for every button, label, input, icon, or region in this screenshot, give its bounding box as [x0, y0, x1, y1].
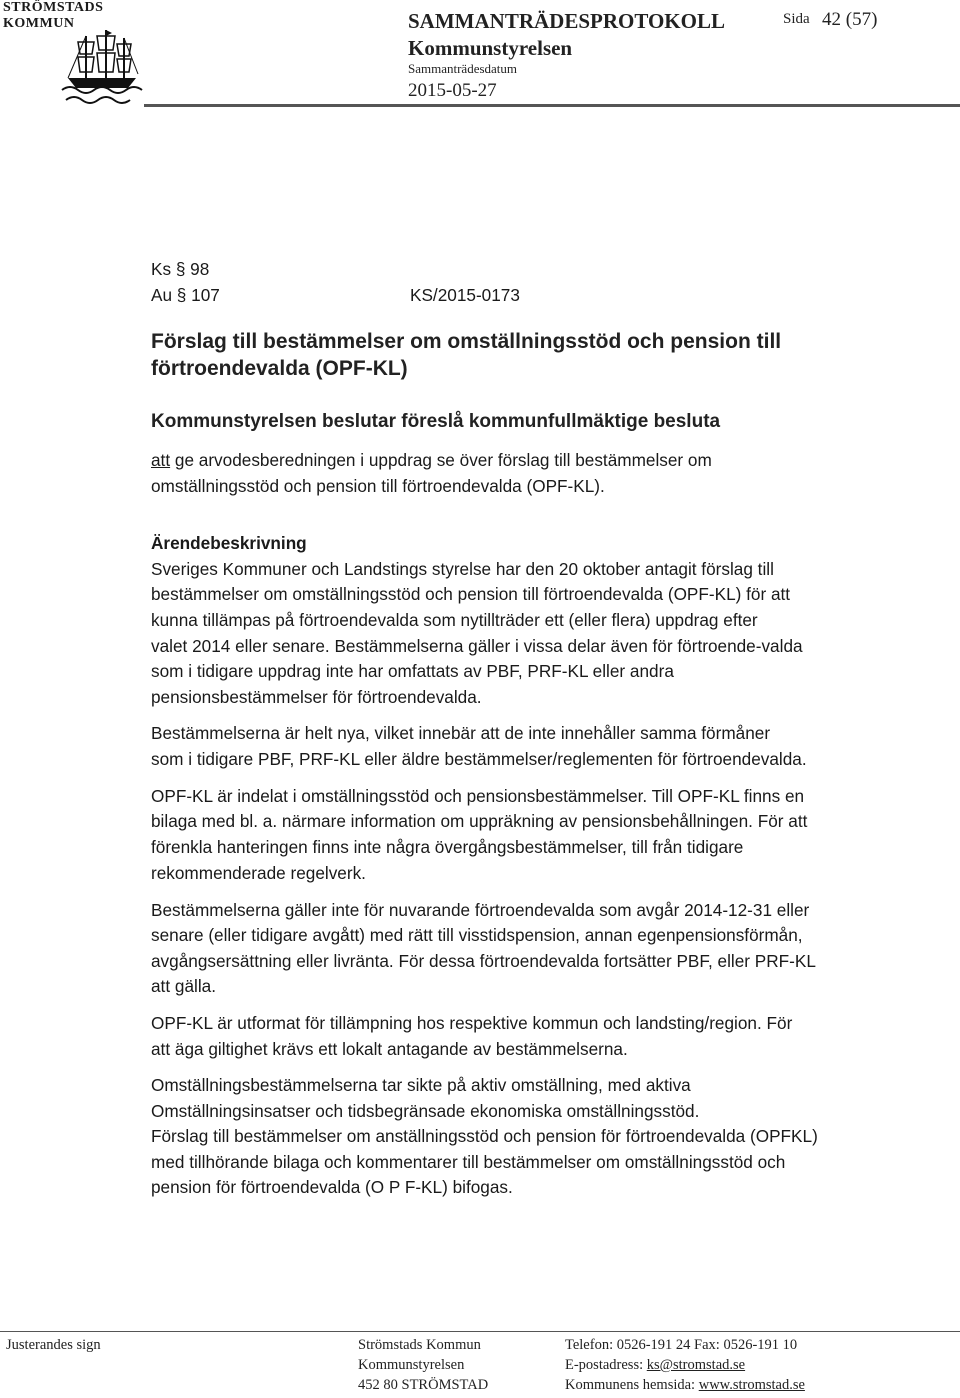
- paragraph-line: förenkla hanteringen finns inte några övergångsbestämmelser, till från tidigare: [151, 837, 744, 857]
- ks-paragraph-ref: Ks § 98: [151, 259, 210, 279]
- paragraph-line: senare (eller tidigare avgått) med rätt till visstidspension, annan egenpensionsförmån,: [151, 925, 803, 945]
- meeting-date: 2015-05-27: [408, 80, 497, 101]
- page-number: 42 (57): [822, 9, 878, 30]
- municipality-logo: [0, 0, 160, 110]
- diary-number: KS/2015-0173: [410, 285, 520, 305]
- decision-line: omställningsstöd och pension till förtroendevalda (OPF-KL).: [151, 476, 605, 496]
- paragraph-line: OPF-KL är utformat för tillämpning hos respektive kommun och landsting/region. För: [151, 1013, 793, 1033]
- email-link[interactable]: ks@stromstad.se: [646, 1357, 746, 1373]
- footer-dept: Kommunstyrelsen: [358, 1357, 465, 1373]
- website-label: Kommunens hemsida:: [565, 1377, 699, 1393]
- decision-text: ge arvodesberedningen i uppdrag se över förslag till bestämmelser om: [170, 450, 712, 470]
- footer-divider: [0, 1331, 960, 1332]
- footer-email-line: [565, 1357, 745, 1374]
- description-heading: Ärendebeskrivning: [151, 533, 307, 553]
- paragraph-line: kunna tillämpas på förtroendevalda som nytillträder ett (eller flera) uppdrag efter: [151, 610, 758, 630]
- footer-phone-fax: Telefon: 0526-191 24 Fax: 0526-191 10: [565, 1337, 798, 1353]
- page-label: Sida: [783, 11, 810, 27]
- decision-line: [151, 447, 712, 473]
- email-label: E-postadress:: [565, 1357, 647, 1373]
- paragraph-line: pensionsbestämmelser för förtroendevalda.: [151, 687, 482, 707]
- paragraph-line: Omställningsbestämmelserna tar sikte på aktiv omställning, med aktiva: [151, 1075, 691, 1095]
- paragraph-line: Bestämmelserna gäller inte för nuvarande förtroendevalda som avgår 2014-12-31 eller: [151, 900, 810, 920]
- paragraph-line: som i tidigare uppdrag inte har omfattats av PBF, PRF-KL eller andra: [151, 661, 674, 681]
- case-title-line: förtroendevalda (OPF-KL): [151, 357, 408, 380]
- paragraph-line: att äga giltighet krävs ett lokalt antagande av bestämmelserna.: [151, 1039, 628, 1059]
- paragraph-line: Bestämmelserna är helt nya, vilket innebär att de inte innehåller samma förmåner: [151, 723, 771, 743]
- paragraph-line: bilaga med bl. a. närmare information om uppräkning av pensionsbehållningen. För att: [151, 811, 808, 831]
- header-divider: [144, 104, 960, 107]
- meeting-date-label: Sammanträdesdatum: [408, 61, 518, 76]
- board-name: Kommunstyrelsen: [408, 36, 573, 60]
- footer-org: Strömstads Kommun: [358, 1337, 481, 1353]
- ship-coat-of-arms-icon: [58, 28, 146, 108]
- paragraph-line: valet 2014 eller senare. Bestämmelserna gäller i vissa delar även för förtroende-valda: [151, 636, 803, 656]
- signature-label: Justerandes sign: [6, 1337, 101, 1353]
- paragraph-line: Omställningsinsatser och tidsbegränsade ekonomiska omställningsstöd.: [151, 1101, 700, 1121]
- paragraph-line: pension för förtroendevalda (O P F-KL) bifogas.: [151, 1177, 513, 1197]
- au-paragraph-ref: Au § 107: [151, 285, 220, 305]
- paragraph-line: OPF-KL är indelat i omställningsstöd och pensionsbestämmelser. Till OPF-KL finns en: [151, 786, 805, 806]
- footer-web-line: [565, 1377, 805, 1394]
- paragraph-line: Sveriges Kommuner och Landstings styrelse har den 20 oktober antagit förslag till: [151, 559, 774, 579]
- paragraph-line: som i tidigare PBF, PRF-KL eller äldre bestämmelser/reglementen för förtroendevalda.: [151, 749, 807, 769]
- att-word: att: [151, 450, 171, 470]
- website-link[interactable]: www.stromstad.se: [698, 1377, 805, 1393]
- case-title-line: Förslag till bestämmelser om omställningsstöd och pension till: [151, 330, 782, 353]
- paragraph-line: rekommenderade regelverk.: [151, 863, 366, 883]
- logo-text-line1: STRÖMSTADS: [3, 0, 104, 15]
- decision-heading: Kommunstyrelsen beslutar föreslå kommunfullmäktige besluta: [151, 411, 721, 432]
- paragraph-line: att gälla.: [151, 976, 216, 996]
- document-title: SAMMANTRÄDESPROTOKOLL: [408, 9, 725, 33]
- logo-text-line2: KOMMUN: [3, 16, 75, 31]
- footer-address: 452 80 STRÖMSTAD: [358, 1377, 489, 1393]
- paragraph-line: med tillhörande bilaga och kommentarer till bestämmelser om omställningsstöd och: [151, 1152, 786, 1172]
- paragraph-line: avgångsersättning eller livränta. För dessa förtroendevalda fortsätter PBF, eller PRF-KL: [151, 951, 816, 971]
- paragraph-line: bestämmelser om omställningsstöd och pension till förtroendevalda (OPF-KL) för att: [151, 584, 791, 604]
- paragraph-line: Förslag till bestämmelser om anställningsstöd och pension för förtroendevalda (OPFKL): [151, 1126, 818, 1146]
